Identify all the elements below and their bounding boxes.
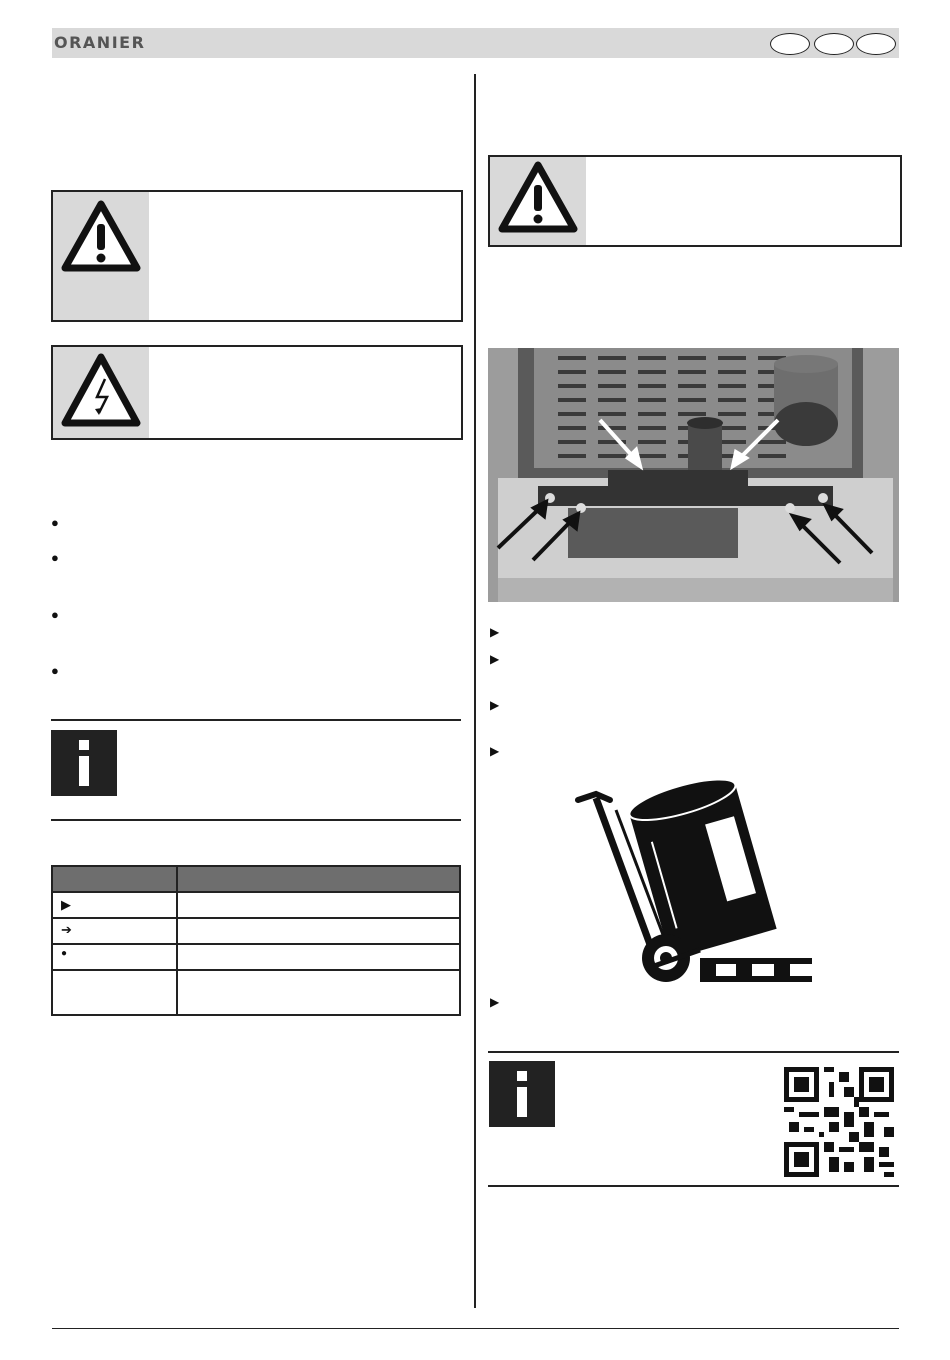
table-symbol: ●: [61, 948, 68, 959]
table-row-rule: [53, 891, 459, 893]
info-rule-bottom: [488, 1185, 899, 1187]
step-marker: ▶: [490, 995, 500, 1009]
language-oval-3: [856, 33, 896, 55]
info-rule-top: [51, 719, 461, 721]
column-divider: [474, 74, 476, 1308]
language-oval-2: [814, 33, 854, 55]
stove-base-photo: [488, 348, 899, 602]
table-header: [53, 867, 459, 891]
list-bullet: ●: [51, 550, 59, 565]
table-symbol: ➔: [61, 922, 72, 937]
qr-code-icon: [784, 1067, 894, 1177]
step-marker: ▶: [490, 625, 500, 639]
table-row-rule: [53, 943, 459, 945]
brand-logo: ORANIER: [54, 33, 146, 52]
info-icon: [51, 730, 117, 796]
step-marker: ▶: [490, 652, 500, 666]
hand-truck-illustration: [568, 770, 818, 985]
list-bullet: ●: [51, 663, 59, 678]
table-symbol: ▶: [61, 897, 71, 912]
high-voltage-icon: [61, 353, 141, 427]
list-bullet: ●: [51, 607, 59, 622]
table-row-rule: [53, 969, 459, 971]
warning-triangle-icon: [498, 161, 578, 233]
info-rule-bottom: [51, 819, 461, 821]
footer-rule: [52, 1328, 899, 1329]
warning-panel: [488, 155, 902, 247]
list-bullet: ●: [51, 515, 59, 530]
warning-triangle-icon: [61, 200, 141, 272]
info-icon: [489, 1061, 555, 1127]
warning-panel: [51, 190, 463, 322]
info-rule-top: [488, 1051, 899, 1053]
electric-warning-panel: [51, 345, 463, 440]
table-row-rule: [53, 917, 459, 919]
language-oval-1: [770, 33, 810, 55]
step-marker: ▶: [490, 744, 500, 758]
step-marker: ▶: [490, 698, 500, 712]
table-column-divider: [176, 867, 178, 1014]
symbol-table: [51, 865, 461, 1016]
